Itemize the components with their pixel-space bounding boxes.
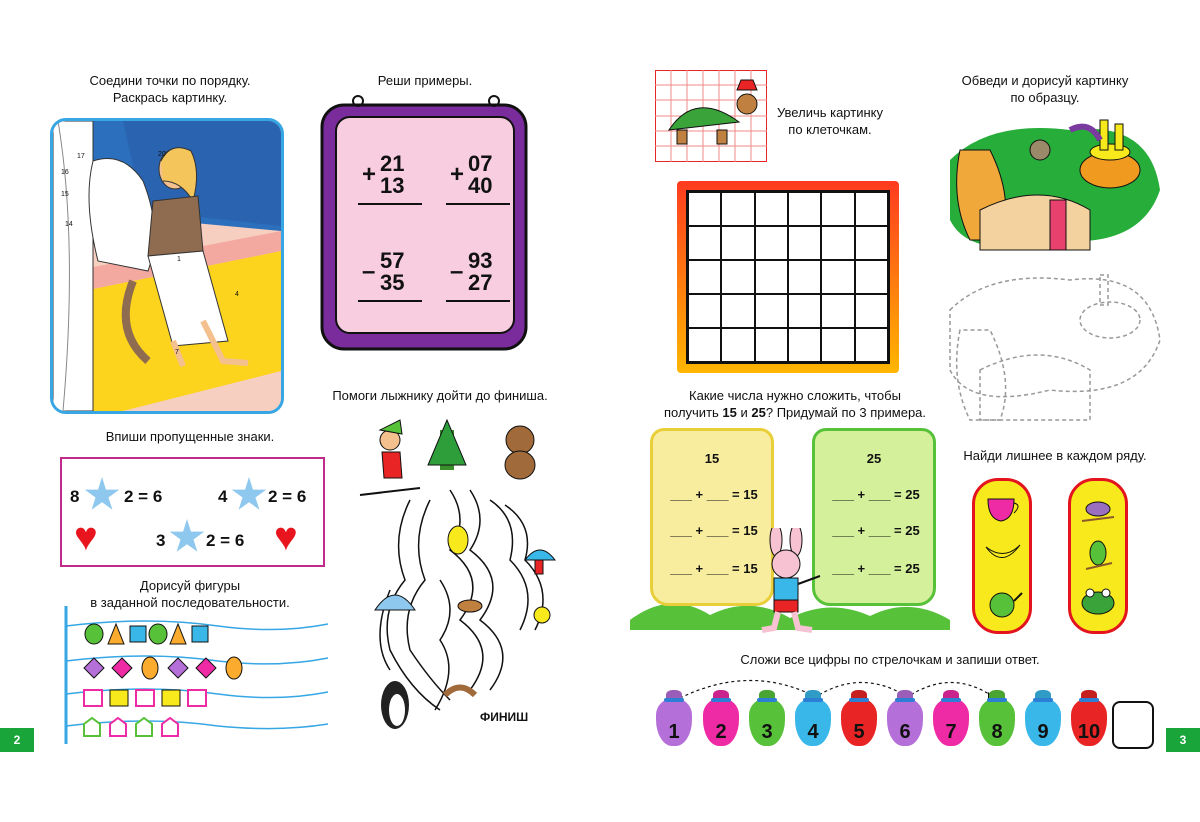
problem-3 (362, 248, 405, 295)
shapes-task-line2: в заданной последовательности. (90, 595, 290, 610)
parrot-icon[interactable] (1076, 533, 1120, 575)
problem-3-bottom: 35 (380, 270, 405, 295)
dot-label-16: 16 (61, 169, 69, 176)
star-blank-3[interactable] (169, 519, 205, 555)
bag-1: 1 (656, 698, 692, 746)
eq3-rest: 2 = 6 (206, 531, 245, 550)
dot-label-20: 20 (158, 151, 166, 158)
problem-3-sign: – (362, 258, 376, 285)
bag-7: 7 (933, 698, 969, 746)
finish-label: ФИНИШ (480, 710, 529, 724)
star-blank-2[interactable] (231, 477, 267, 513)
sack-25 (812, 428, 936, 606)
bag-5: 5 (841, 698, 877, 746)
dot-label-1: 1 (177, 256, 181, 263)
bags-task-title: Сложи все цифры по стрелочкам и запиши ответ. (740, 652, 1040, 667)
problem-1 (362, 151, 405, 198)
shapes-sequence (58, 606, 338, 746)
bag-4: 4 (795, 698, 831, 746)
star-blank-1[interactable] (84, 477, 120, 513)
odd-row-2 (1068, 478, 1128, 634)
dots-task-caption (60, 72, 280, 106)
dots-picture-drawing (53, 121, 281, 411)
board-frame (318, 95, 530, 353)
problem-2 (450, 151, 493, 198)
problem-3-top: 57 (380, 248, 405, 273)
sack-15-row-1[interactable]: ___ + ___ = 15 (670, 487, 758, 502)
skier-task-title: Помоги лыжнику дойти до финиша. (332, 388, 548, 403)
bag-3: 3 (749, 698, 785, 746)
dot-label-4: 4 (235, 291, 239, 298)
rabbit-picture (752, 528, 824, 638)
shapes-task-line1: Дорисуй фигуры (139, 578, 241, 593)
sum-task-line1: Какие числа нужно сложить, чтобы (689, 388, 901, 403)
bag-2: 2 (703, 698, 739, 746)
sack-25-row-3[interactable]: ___ + ___ = 25 (832, 561, 920, 576)
signs-box (60, 457, 325, 567)
enlarge-task-line2: по клеточкам. (788, 122, 872, 137)
trace-task-caption (940, 72, 1150, 106)
bag-10: 10 (1071, 698, 1107, 746)
sum-task-line2: получить 15 и 25? Придумай по 3 примера. (663, 405, 927, 420)
sack-25-row-2[interactable]: ___ + ___ = 25 (832, 523, 920, 538)
trace-task-line1: Обведи и дорисуй картинку (961, 73, 1129, 88)
dot-label-7: 7 (175, 349, 179, 356)
trace-outline (930, 270, 1170, 430)
bag-8: 8 (979, 698, 1015, 746)
eq1-rest: 2 = 6 (124, 487, 163, 506)
banana-icon[interactable] (980, 533, 1024, 575)
problem-1-bottom: 13 (380, 173, 405, 198)
cup-icon[interactable] (980, 487, 1024, 529)
enlarge-task-caption (770, 104, 890, 138)
odd-task-title: Найди лишнее в каждом ряду. (963, 448, 1147, 463)
odd-row-1 (972, 478, 1032, 634)
answer-box[interactable] (1112, 701, 1154, 749)
problem-1-top: 21 (380, 151, 405, 176)
problem-4-bottom: 27 (468, 270, 493, 295)
bird-icon[interactable] (1076, 487, 1120, 529)
eq1-first: 8 (70, 487, 80, 506)
eq3-first: 3 (156, 531, 166, 550)
problem-1-sign: + (362, 161, 377, 188)
page-number-left: 2 (0, 728, 34, 752)
dots-task-line2: Раскрась картинку. (112, 90, 228, 105)
turtle-sample (655, 70, 767, 162)
problem-2-top: 07 (468, 151, 493, 176)
signs-task-title: Впиши пропущенные знаки. (105, 429, 275, 444)
dot-label-15: 15 (61, 191, 69, 198)
math-task-title: Реши примеры. (377, 73, 473, 88)
bag-6: 6 (887, 698, 923, 746)
eq2-rest: 2 = 6 (268, 487, 307, 506)
enlarge-grid[interactable] (686, 190, 890, 364)
frog-icon[interactable] (1076, 579, 1120, 621)
sack-15-row-3[interactable]: ___ + ___ = 15 (670, 561, 758, 576)
dot-label-14: 14 (65, 221, 73, 228)
sack-15-row-2[interactable]: ___ + ___ = 15 (670, 523, 758, 538)
problem-4-top: 93 (468, 248, 493, 273)
dot-label-17: 17 (77, 153, 85, 160)
trace-task-line2: по образцу. (1010, 90, 1080, 105)
teapot-icon[interactable] (980, 579, 1024, 621)
sack-15-title: 15 (704, 451, 720, 466)
eq2-first: 4 (218, 487, 228, 506)
enlarge-task-line1: Увеличь картинку (777, 105, 883, 120)
bag-9: 9 (1025, 698, 1061, 746)
treasure-picture (930, 110, 1170, 260)
page-number-right: 3 (1166, 728, 1200, 752)
dots-picture (50, 118, 284, 414)
heart-icon: ♥ (274, 515, 298, 559)
sum-task-caption (640, 387, 950, 421)
problem-2-sign: + (450, 161, 465, 188)
skier-maze (350, 410, 560, 740)
math-board (318, 95, 530, 353)
problem-2-bottom: 40 (468, 173, 493, 198)
heart-icon: ♥ (74, 515, 98, 559)
problem-4-sign: – (450, 258, 464, 285)
sack-25-row-1[interactable]: ___ + ___ = 25 (832, 487, 920, 502)
problem-4 (450, 248, 493, 295)
dots-task-line1: Соедини точки по порядку. (89, 73, 251, 88)
sack-25-title: 25 (866, 451, 882, 466)
enlarge-grid-frame (677, 181, 899, 373)
